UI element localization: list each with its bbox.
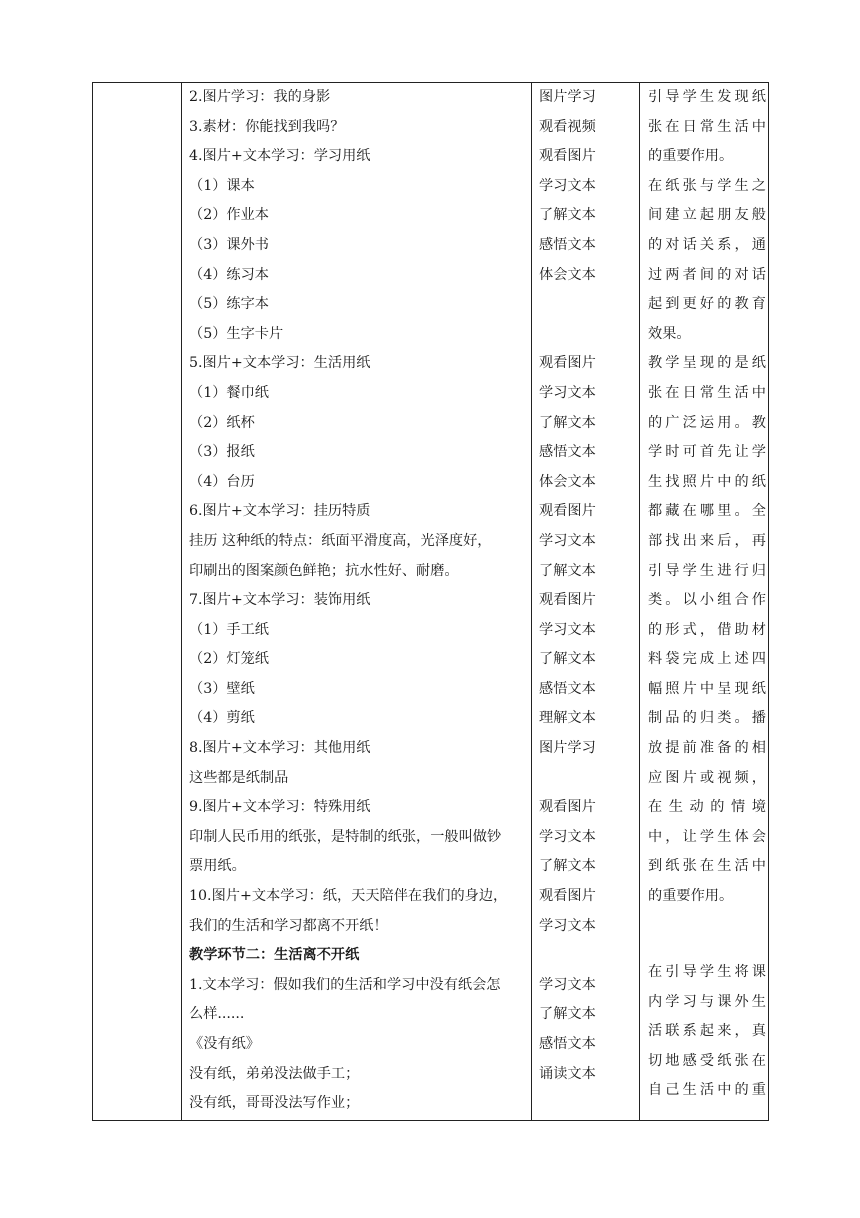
activity-lines-line: 观看图片 (539, 355, 596, 372)
activity-lines-line: 观看图片 (539, 148, 596, 165)
activity-lines-line (539, 941, 639, 971)
intent-lines-a-line: 到纸张在生活中 (648, 858, 766, 875)
content-lines-line: （1）课本 (189, 177, 255, 194)
activity-lines-line: 体会文本 (539, 473, 596, 490)
intent-lines-a-line: 在纸张与学生之 (648, 177, 766, 194)
intent-lines-a-line: 都藏在哪里。全 (648, 503, 766, 520)
content-lines-line: （2）作业本 (189, 207, 269, 224)
intent-lines-a-line: 间建立起朋友般 (648, 207, 766, 224)
content-lines-line: 1.文本学习：假如我们的生活和学习中没有纸会怎 (189, 976, 501, 993)
content-lines-line: 8.图片+文本学习：其他用纸 (189, 740, 371, 757)
content-lines-line: 教学环节二：生活离不开纸 (189, 947, 360, 964)
column-divider (531, 83, 532, 1120)
intent-lines-a-line: 放提前准备的相 (648, 740, 766, 757)
intent-lines-b-line: 自己生活中的重 (648, 1082, 766, 1099)
activity-lines-line: 了解文本 (539, 858, 596, 875)
column-divider (639, 83, 640, 1120)
content-lines-line: 我们的生活和学习都离不开纸！ (189, 917, 388, 934)
intent-lines-a-line: 引导学生发现纸 (648, 89, 766, 105)
activity-lines-line: 感悟文本 (539, 444, 596, 461)
intent-lines-a-line: 的重要作用。 (648, 888, 734, 905)
activity-lines-line: 诵读文本 (539, 1065, 596, 1082)
intent-lines-a-line: 张在日常生活中 (648, 384, 766, 401)
content-lines-line: 5.图片+文本学习：生活用纸 (189, 355, 371, 372)
content-lines-line: 10.图片+文本学习：纸，天天陪伴在我们的身边， (189, 888, 508, 905)
activity-lines-line: 感悟文本 (539, 236, 596, 253)
content-lines-line: （5）练字本 (189, 296, 269, 313)
content-lines-line: 7.图片+文本学习：装饰用纸 (189, 592, 371, 609)
intent-lines-a-line: 生找照片中的纸 (648, 473, 766, 490)
content-lines-line: 3.素材：你能找到我吗？ (189, 118, 345, 135)
activity-lines-line: 学习文本 (539, 177, 596, 194)
activity-lines-line: 了解文本 (539, 1006, 596, 1023)
content-lines-line: （3）课外书 (189, 236, 269, 253)
content-lines-line: （4）剪纸 (189, 710, 255, 727)
activity-lines-line: 观看图片 (539, 503, 596, 520)
intent-lines-a-line: 部找出来后，再 (648, 532, 766, 549)
intent-lines-a-line: 的形式，借助材 (648, 621, 766, 638)
content-lines-line: 没有纸，弟弟没法做手工； (189, 1065, 360, 1082)
activity-lines-line (539, 320, 639, 350)
content-lines-line: （1）餐巾纸 (189, 384, 269, 401)
activity-lines-line: 观看图片 (539, 592, 596, 609)
content-lines-line: （4）台历 (189, 473, 255, 490)
activity-lines-line: 图片学习 (539, 740, 596, 757)
intent-lines-a-line: 张在日常生活中 (648, 118, 766, 135)
content-lines-line: 么样...... (189, 1006, 245, 1023)
content-lines-line: 6.图片+文本学习：挂历特质 (189, 503, 371, 520)
activity-lines-line: 观看图片 (539, 799, 596, 816)
intent-lines-a-line: 过两者间的对话 (648, 266, 766, 283)
activity-lines-line: 感悟文本 (539, 680, 596, 697)
activity-lines-line: 学习文本 (539, 828, 596, 845)
activity-lines-line: 了解文本 (539, 562, 596, 579)
activity-lines-line: 理解文本 (539, 710, 596, 727)
content-lines-line: 4.图片+文本学习：学习用纸 (189, 148, 371, 165)
activity-lines-line: 了解文本 (539, 651, 596, 668)
content-lines-line: （3）壁纸 (189, 680, 255, 697)
activity-lines-line: 体会文本 (539, 266, 596, 283)
lesson-table (92, 82, 769, 1121)
design-intent-column (648, 83, 766, 912)
student-activity-column (539, 83, 639, 1119)
activity-lines-line: 观看视频 (539, 118, 596, 135)
activity-lines-line: 学习文本 (539, 621, 596, 638)
intent-lines-a-line: 的广泛运用。教 (648, 414, 766, 431)
intent-lines-b-line: 内学习与课外生 (648, 993, 766, 1010)
content-lines-line: 没有纸，哥哥没法写作业； (189, 1095, 360, 1112)
intent-lines-a-line: 引导学生进行归 (648, 562, 766, 579)
activity-lines-line: 观看图片 (539, 888, 596, 905)
intent-lines-a-line: 在生动的情境 (648, 799, 766, 816)
intent-lines-a-line: 的对话关系，通 (648, 236, 766, 253)
activity-lines-line (539, 1089, 639, 1119)
intent-lines-b-line: 切地感受纸张在 (648, 1052, 766, 1069)
design-intent-column-2 (648, 958, 766, 1106)
content-lines-line: 2.图片学习：我的身影 (189, 89, 331, 105)
content-lines-line: （4）练习本 (189, 266, 269, 283)
activity-lines-line: 图片学习 (539, 89, 596, 105)
intent-lines-a-line: 制品的归类。播 (648, 710, 766, 727)
intent-lines-a-line: 教学呈现的是纸 (648, 355, 766, 372)
content-lines-line: （2）灯笼纸 (189, 651, 269, 668)
intent-lines-b-line: 在引导学生将课 (648, 964, 766, 980)
content-lines-line: 印制人民币用的纸张，是特制的纸张，一般叫做钞 (189, 828, 502, 845)
intent-lines-a-line: 起到更好的教育 (648, 296, 766, 313)
content-lines-line: （3）报纸 (189, 444, 255, 461)
activity-lines-line: 感悟文本 (539, 1036, 596, 1052)
content-lines-line: 这些都是纸制品 (189, 769, 289, 786)
content-lines-line: （5）生字卡片 (189, 325, 284, 342)
activity-lines-line: 学习文本 (539, 976, 596, 993)
activity-lines-line: 了解文本 (539, 414, 596, 431)
intent-lines-a-line: 应图片或视频， (648, 769, 766, 786)
intent-lines-a-line: 效果。 (648, 325, 691, 342)
content-lines-line: 印刷出的图案颜色鲜艳；抗水性好、耐磨。 (189, 562, 459, 579)
activity-lines-line (539, 290, 639, 320)
activity-lines-line: 学习文本 (539, 532, 596, 549)
content-lines-line: 票用纸。 (189, 858, 246, 875)
activity-lines-line: 学习文本 (539, 384, 596, 401)
teaching-content-column (189, 83, 529, 1119)
activity-lines-line (539, 764, 639, 794)
content-lines-line: （2）纸杯 (189, 414, 255, 431)
intent-lines-a-line: 料袋完成上述四 (648, 651, 766, 668)
content-lines-line: 《没有纸》 (189, 1036, 260, 1052)
intent-lines-a-line: 学时可首先让学 (648, 444, 766, 461)
intent-lines-a-line: 的重要作用。 (648, 148, 734, 165)
content-lines-line: 9.图片+文本学习：特殊用纸 (189, 799, 371, 816)
activity-lines-line: 学习文本 (539, 917, 596, 934)
content-lines-line: （1）手工纸 (189, 621, 269, 638)
column-divider (181, 83, 182, 1120)
intent-lines-a-line: 中，让学生体会 (648, 828, 766, 845)
content-lines-line: 挂历 这种纸的特点：纸面平滑度高，光泽度好， (189, 532, 492, 549)
intent-lines-a-line: 类。以小组合作 (648, 592, 766, 609)
intent-lines-a-line: 幅照片中呈现纸 (648, 680, 766, 697)
activity-lines-line: 了解文本 (539, 207, 596, 224)
intent-lines-b-line: 活联系起来，真 (648, 1023, 766, 1040)
